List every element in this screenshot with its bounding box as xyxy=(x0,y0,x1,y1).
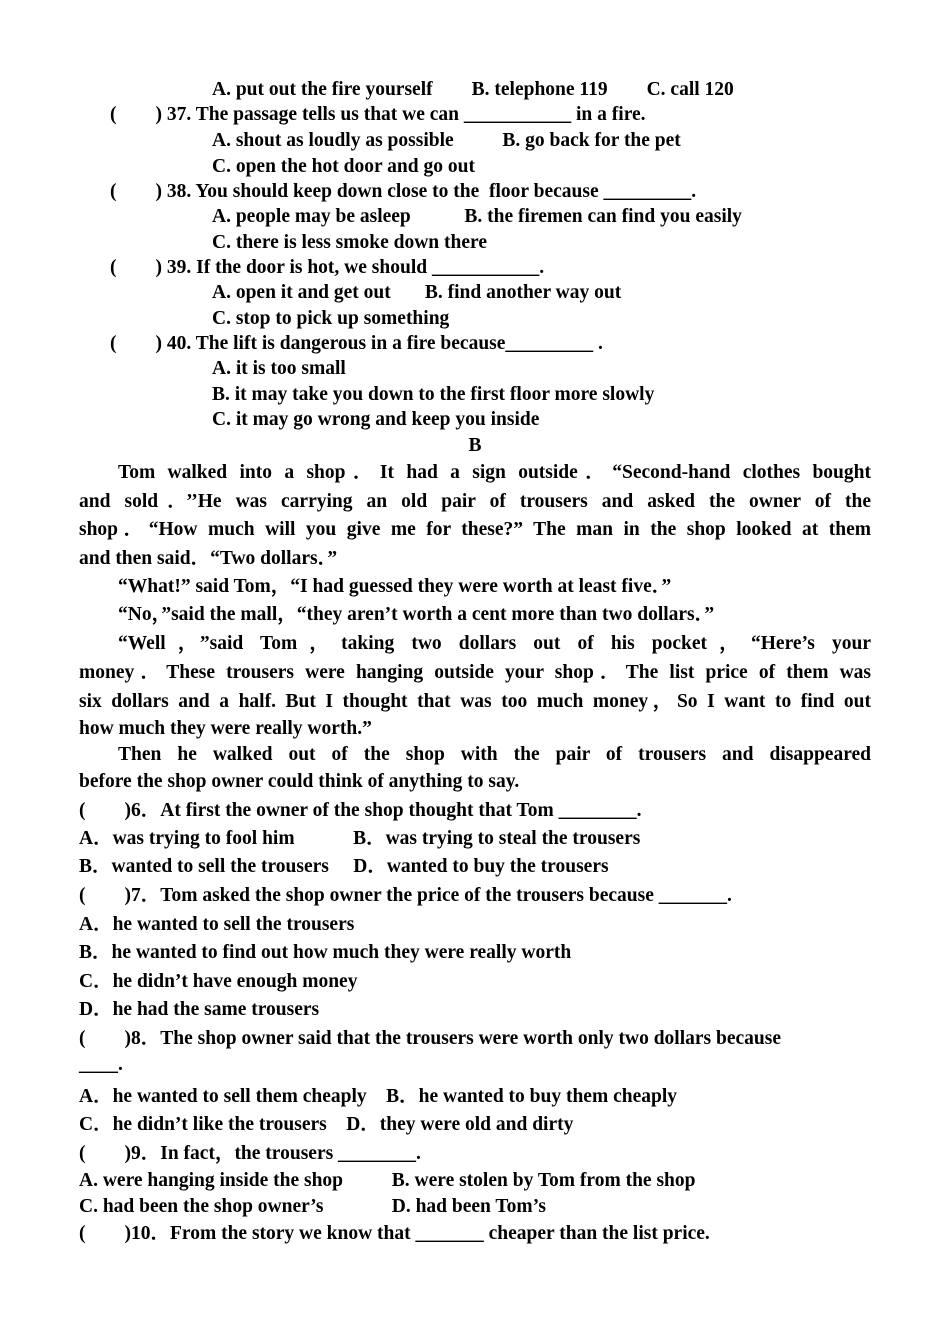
q10-stem: ( )10．From the story we know that _______ cheaper than the list price. xyxy=(79,1223,710,1244)
q40-option-c: C. it may go wrong and keep you inside xyxy=(212,409,540,430)
passage-line: “No，”said the mall，“they aren’t worth a cent more than two dollars．” xyxy=(118,604,715,625)
passage-line: Then he walked out of the shop with the pair of trousers and disappeared xyxy=(118,744,871,765)
q38-options-2: C. there is less smoke down there xyxy=(212,232,487,253)
q9-options-1: A. were hanging inside the shop B. were stolen by Tom from the shop xyxy=(79,1170,696,1191)
q39-stem: ( ) 39. If the door is hot, we should ___________. xyxy=(110,257,545,278)
passage-line: and then said．“Two dollars．” xyxy=(79,548,338,569)
q7-option-b: B．he wanted to find out how much they were really worth xyxy=(79,942,572,963)
q39-options-1: A. open it and get out B. find another way out xyxy=(212,282,622,303)
q38-stem: ( ) 38. You should keep down close to the floor because _________. xyxy=(110,181,697,202)
q40-option-a: A. it is too small xyxy=(212,358,346,379)
q7-option-a: A．he wanted to sell the trousers xyxy=(79,914,355,935)
q9-options-2: C. had been the shop owner’s D. had been Tom’s xyxy=(79,1196,546,1217)
passage-line: Tom walked into a shop．It had a sign outside．“Second-hand clothes bought xyxy=(118,462,871,483)
passage-line: six dollars and a half. But I thought that was too much money，So I want to find out xyxy=(79,691,871,712)
q40-stem: ( ) 40. The lift is dangerous in a fire because_________ . xyxy=(110,333,603,354)
q8-options-2: C．he didn’t like the trousers D．they were old and dirty xyxy=(79,1114,574,1135)
q8-stem-continued: ____. xyxy=(79,1054,123,1075)
q9-stem: ( )9．In fact，the trousers ________. xyxy=(79,1143,421,1164)
section-b-heading: B xyxy=(468,435,482,456)
q37-options-2: C. open the hot door and go out xyxy=(212,156,475,177)
passage-line: and sold．’’He was carrying an old pair of trousers and asked the owner of the xyxy=(79,491,871,512)
passage-line: shop．“How much will you give me for these?” The man in the shop looked at them xyxy=(79,519,871,540)
q6-options-2: B．wanted to sell the trousers D．wanted to buy the trousers xyxy=(79,856,609,877)
passage-line: “Well，”said Tom，taking two dollars out of his pocket，“Here’s your xyxy=(118,633,871,654)
passage-line: before the shop owner could think of anything to say. xyxy=(79,771,520,792)
q8-stem: ( )8．The shop owner said that the trousers were worth only two dollars because xyxy=(79,1028,781,1049)
q7-option-d: D．he had the same trousers xyxy=(79,999,320,1020)
q7-stem: ( )7．Tom asked the shop owner the price of the trousers because _______. xyxy=(79,885,732,906)
q37-stem: ( ) 37. The passage tells us that we can ___________ in a fire. xyxy=(110,104,646,125)
q6-options-1: A．was trying to fool him B．was trying to steal the trousers xyxy=(79,828,641,849)
q6-stem: ( )6．At first the owner of the shop thought that Tom ________. xyxy=(79,800,642,821)
passage-line: money．These trousers were hanging outside your shop．The list price of them was xyxy=(79,662,871,683)
q7-option-c: C．he didn’t have enough money xyxy=(79,971,358,992)
q8-options-1: A．he wanted to sell them cheaply B．he wanted to buy them cheaply xyxy=(79,1086,677,1107)
passage-line: “What!” said Tom，“I had guessed they were worth at least five．” xyxy=(118,576,672,597)
q36-options: A. put out the fire yourself B. telephone 119 C. call 120 xyxy=(212,79,734,100)
q40-option-b: B. it may take you down to the first floor more slowly xyxy=(212,384,655,405)
q39-options-2: C. stop to pick up something xyxy=(212,308,450,329)
q38-options-1: A. people may be asleep B. the firemen can find you easily xyxy=(212,206,742,227)
passage-line: how much they were really worth.” xyxy=(79,718,372,739)
q37-options-1: A. shout as loudly as possible B. go back for the pet xyxy=(212,130,681,151)
